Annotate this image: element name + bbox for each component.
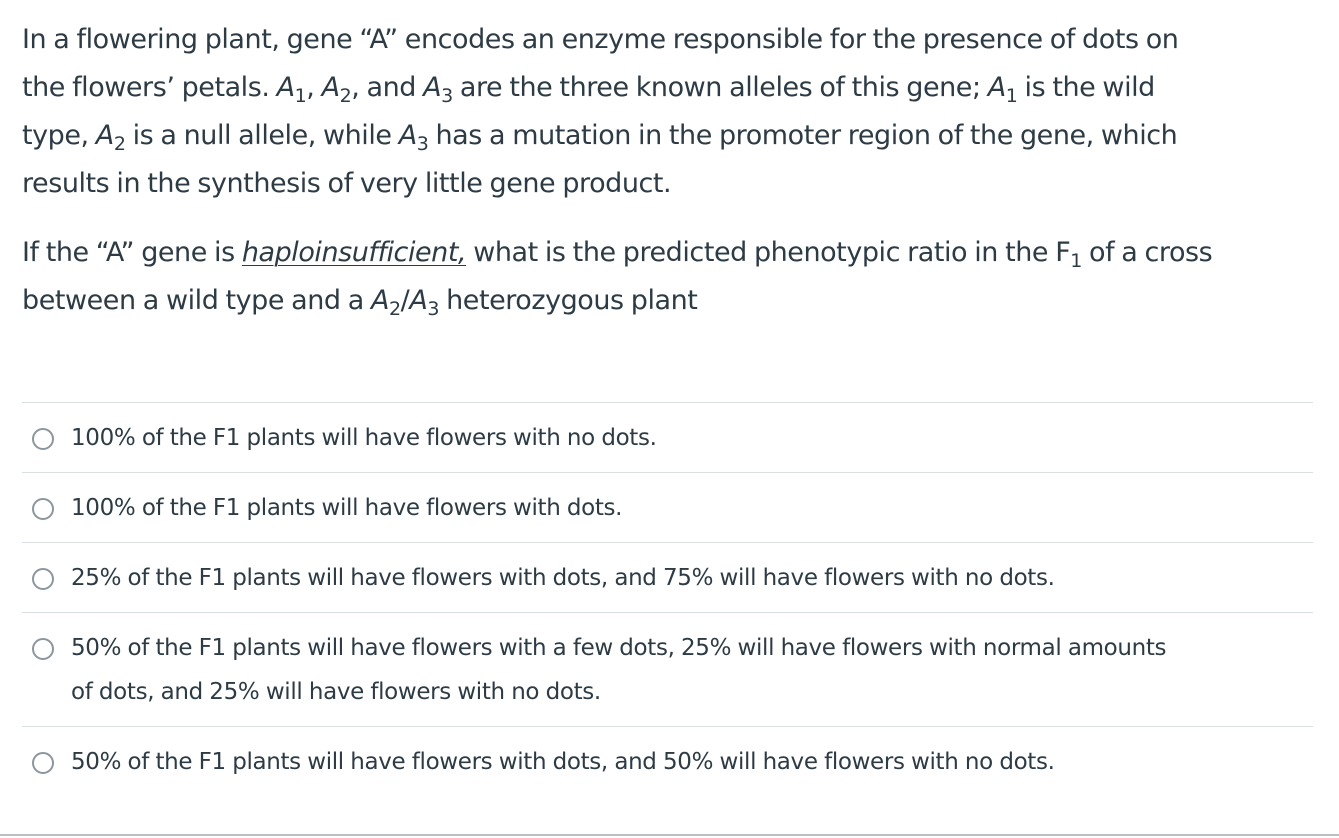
allele-a3: $A_3$ xyxy=(423,72,453,107)
answer-option[interactable] xyxy=(22,473,1313,543)
radio-button[interactable] xyxy=(32,638,54,660)
radio-button[interactable] xyxy=(32,752,54,774)
allele-a2: $A_2$ xyxy=(370,285,401,320)
allele-a1: $A_1$ xyxy=(987,72,1018,107)
radio-button[interactable] xyxy=(32,428,54,450)
allele-a3: $A_3$ xyxy=(409,285,439,320)
allele-a2: $A_2$ xyxy=(95,120,126,155)
allele-a2: $A_2$ xyxy=(321,72,352,107)
question-paragraph-1: In a flowering plant, gene “A” encodes an enzyme responsible for the presence of dots on the flowers’ petals. $A_1$, $A_2$, and $A_3$ are the three known alleles of this gene; $A_1$ is the wild type, $A_2$ is a null allele, while $A_3$ has a mutation in the promoter region of the gene, which results in the synthesis of very little gene product. xyxy=(22,24,1179,199)
answer-option[interactable] xyxy=(22,727,1313,797)
answer-option[interactable] xyxy=(22,543,1313,613)
answer-option[interactable] xyxy=(22,613,1313,727)
radio-button[interactable] xyxy=(32,568,54,590)
answer-option[interactable] xyxy=(22,403,1313,473)
answer-label: 25% of the F1 plants will have flowers with dots, and 75% will have flowers with no dots. xyxy=(71,565,1055,591)
bottom-divider xyxy=(0,834,1339,836)
question-paragraph-2: If the “A” gene is haploinsufficient, what is the predicted phenotypic ratio in the $F_1$ of a cross between a wild type and a $A_2/A_3$ heterozygous plant xyxy=(22,237,1213,320)
answer-label: 50% of the F1 plants will have flowers with dots, and 50% will have flowers with no dots. xyxy=(71,749,1055,775)
answer-label: 100% of the F1 plants will have flowers with dots. xyxy=(71,495,623,521)
allele-a3: $A_3$ xyxy=(398,120,429,155)
haploinsufficient-term: haploinsufficient, xyxy=(241,237,467,268)
answer-label: 100% of the F1 plants will have flowers with no dots. xyxy=(71,425,657,451)
question-text xyxy=(22,16,1322,325)
radio-button[interactable] xyxy=(32,498,54,520)
answer-list xyxy=(22,402,1313,797)
allele-a1: $A_1$ xyxy=(276,72,307,107)
answer-label: 50% of the F1 plants will have flowers with a few dots, 25% will have flowers with normal amounts of dots, and 25% will have flowers with no dots. xyxy=(71,635,1167,705)
